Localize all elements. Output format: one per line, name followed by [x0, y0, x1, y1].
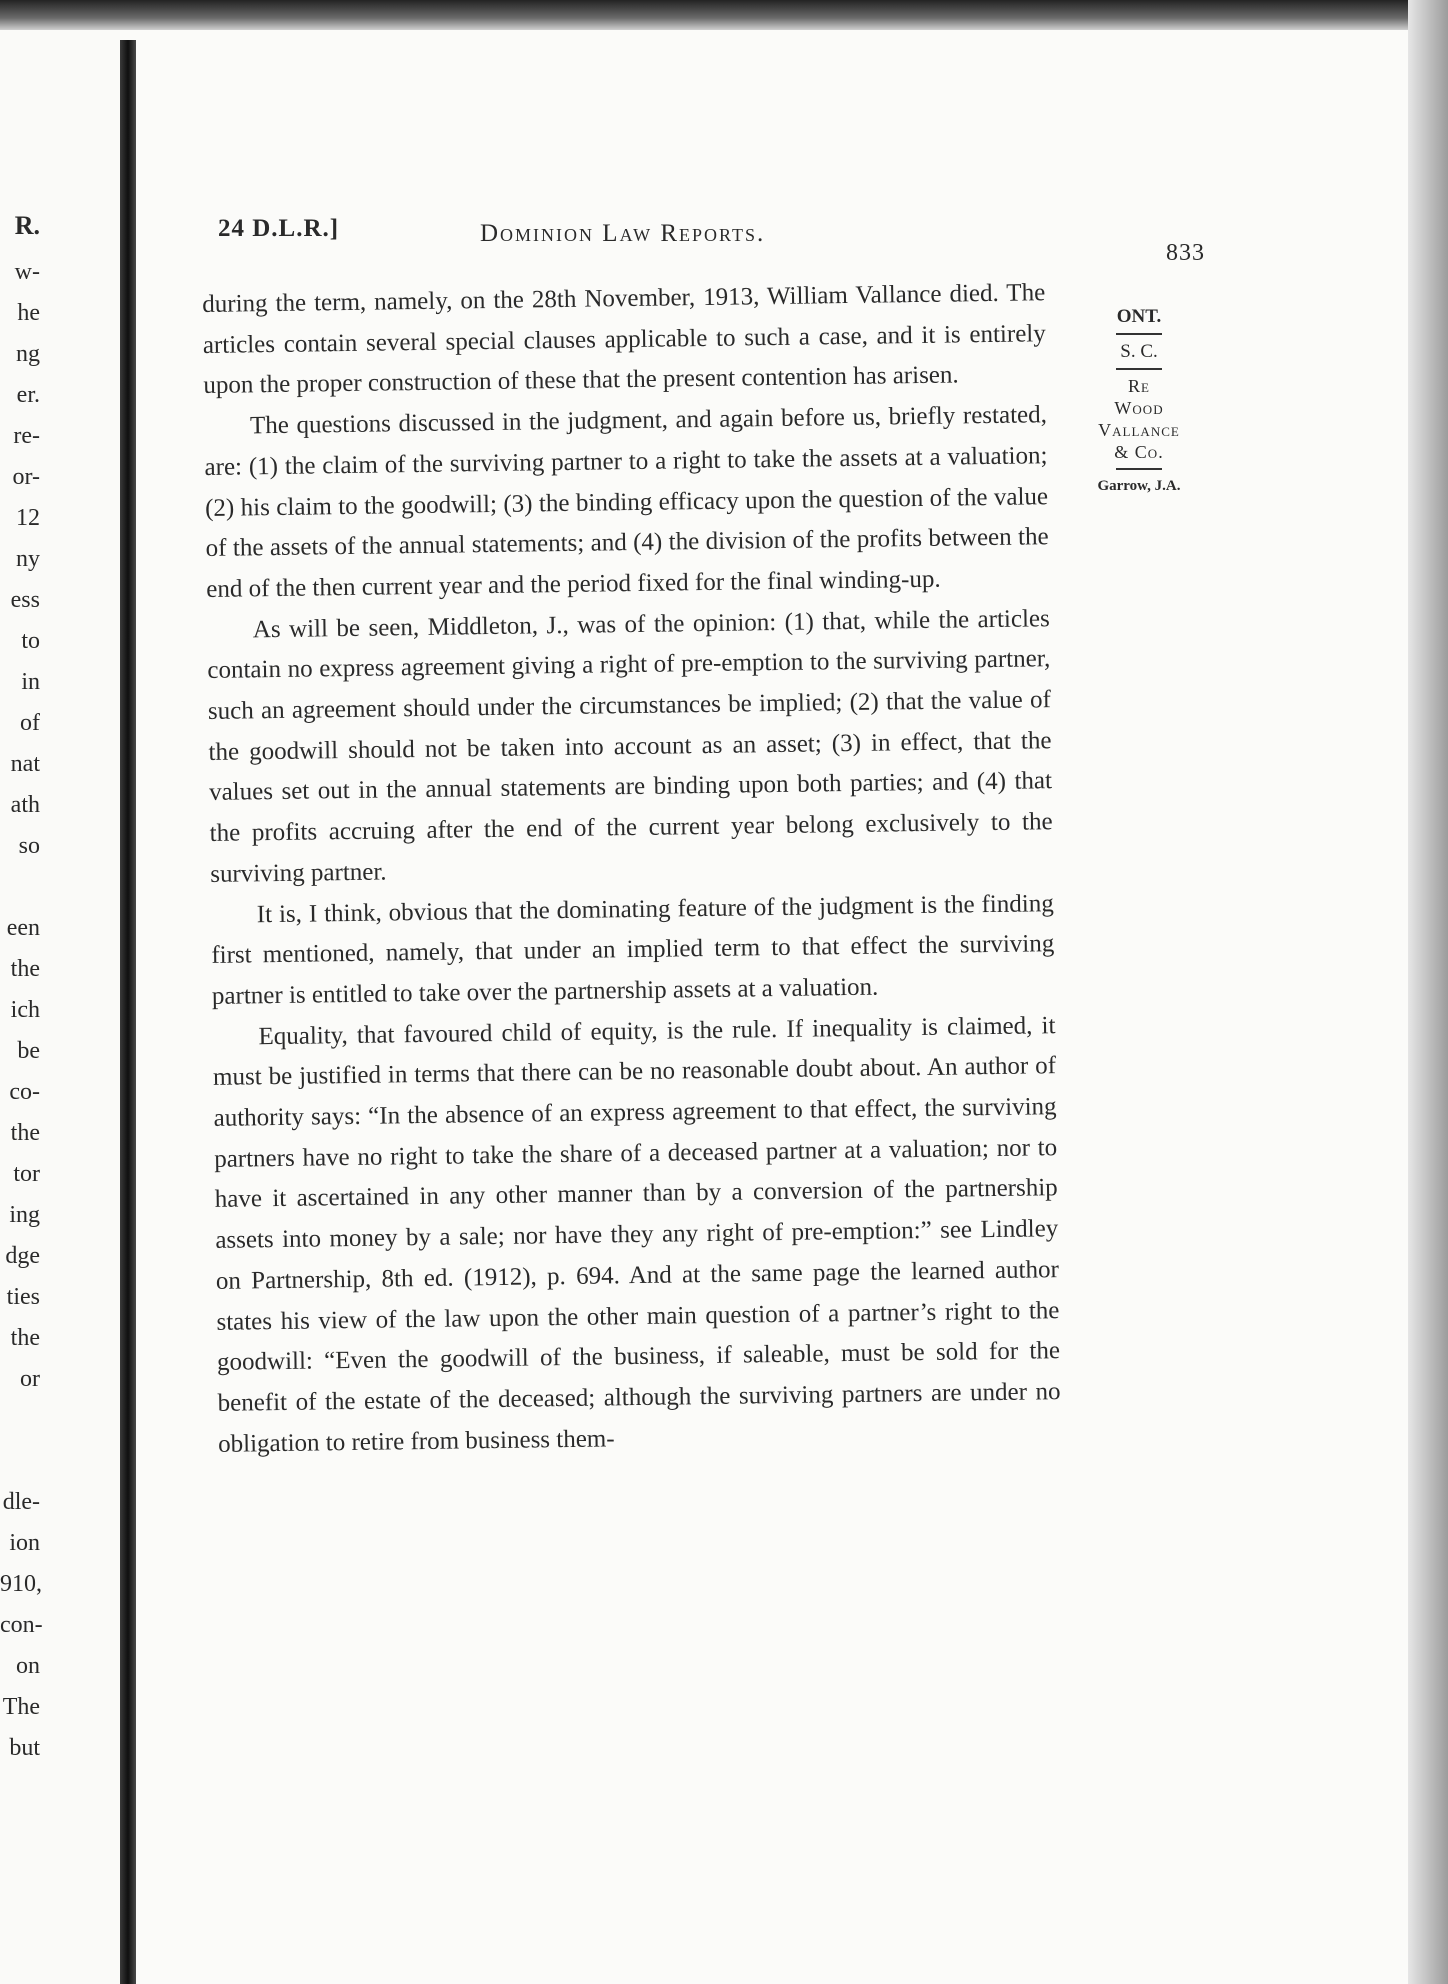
facing-line: con-	[0, 1612, 43, 1638]
case-name-line: Vallance	[1098, 420, 1180, 440]
facing-line: co-	[9, 1079, 40, 1105]
facing-line: The	[2, 1694, 40, 1720]
running-title: Dominion Law Reports.	[480, 220, 766, 247]
divider	[1116, 333, 1162, 335]
facing-page-text	[0, 208, 43, 1769]
facing-line: on	[16, 1653, 40, 1679]
facing-line: the	[10, 1325, 40, 1351]
page-number: 833	[1166, 240, 1205, 266]
facing-line: ion	[9, 1530, 40, 1556]
divider	[1116, 368, 1162, 370]
facing-line: ess	[10, 587, 40, 613]
facing-line: ing	[9, 1202, 40, 1228]
judge-name: Garrow, J.A.	[1097, 478, 1181, 494]
facing-line: ich	[10, 997, 40, 1023]
court: S. C.	[1120, 341, 1158, 362]
facing-line: or-	[12, 464, 40, 490]
scan-right-edge	[1408, 0, 1448, 1984]
facing-line: 910,	[0, 1571, 42, 1597]
paragraph: It is, I think, obvious that the dominating feature of the judgment is the finding first mentioned, namely, that under an implied term to that effect the surviving partner is entitled to take over the partnership assets at a valuation.	[211, 889, 1055, 1010]
margin-note	[1078, 305, 1200, 498]
paragraph: Equality, that favoured child of equity, is the rule. If inequality is claimed, it must be justified in terms that there can be no reasonable doubt about. An author of authority says: “In the absence of an express agreement to that effect, the surviving partners have no right to take the share of a deceased partner at a valuation; nor to have it ascertained in any other manner than by a conversion of the partnership assets into money by a sale; nor have they any right of pre-emption:” see Lindley on Partnership, 8th ed. (1912), p. 694. And at the same page the learned author states his view of the law upon the other main question of a partner’s right to the goodwill: “Even the goodwill of the business, if saleable, must be sold for the benefit of the estate of the deceased; although the surviving partners are under no obligation to retire from business them-	[212, 1011, 1061, 1458]
facing-line: or	[20, 1366, 40, 1392]
facing-line: ath	[10, 792, 40, 818]
case-name-line: Re	[1128, 376, 1150, 396]
judgment-body	[202, 273, 1061, 1465]
facing-line: w-	[14, 259, 40, 285]
facing-line: the	[10, 1120, 40, 1146]
volume-reference: 24 D.L.R.]	[218, 215, 340, 242]
paragraph: The questions discussed in the judgment, and again before us, briefly restated, are: (1) the claim of the surviving partner to a right to take the assets at a valuation; (2) his claim to the goodwill; (3) the binding efficacy upon the question of the value of the assets of the annual statements; and (4) the division of the profits between the end of the then current year and the period fixed for the final winding-up.	[204, 401, 1049, 603]
facing-line: dle-	[2, 1489, 40, 1515]
facing-line: er.	[16, 382, 40, 408]
facing-line: R.	[14, 211, 40, 240]
facing-line: een	[6, 915, 40, 941]
facing-line: re-	[13, 423, 40, 449]
facing-line: ties	[6, 1284, 40, 1310]
facing-line: tor	[13, 1161, 40, 1187]
divider	[1116, 468, 1162, 470]
facing-line	[0, 1400, 40, 1441]
facing-line	[0, 867, 40, 908]
facing-line: ng	[16, 341, 40, 367]
case-name-line: & Co.	[1114, 442, 1164, 462]
facing-line: of	[20, 710, 40, 736]
facing-line: dge	[5, 1243, 40, 1269]
facing-line: ny	[16, 546, 40, 572]
scan-top-edge	[0, 0, 1448, 30]
facing-line: in	[21, 669, 40, 695]
paragraph: during the term, namely, on the 28th November, 1913, William Vallance died. The articles contain several special clauses applicable to such a case, and it is entirely upon the proper construction of these that the present contention has arisen.	[202, 279, 1046, 400]
case-name-line: Wood	[1114, 398, 1164, 418]
facing-line: he	[17, 300, 40, 326]
jurisdiction: ONT.	[1116, 306, 1162, 327]
facing-line: nat	[10, 751, 40, 777]
facing-line: to	[21, 628, 40, 654]
facing-line: the	[10, 956, 40, 982]
facing-line: 12	[16, 505, 40, 531]
facing-line: be	[17, 1038, 40, 1064]
paragraph: As will be seen, Middleton, J., was of the opinion: (1) that, while the articles contain no express agreement giving a right of pre-emption to the surviving partner, such an agreement should under the circumstances be implied; (2) that the value of the goodwill should not be taken into account as an asset; (3) in effect, that the values set out in the annual statements are binding upon both parties; and (4) that the profits accruing after the end of the current year belong exclusively to the surviving partner.	[207, 604, 1053, 888]
book-gutter	[120, 40, 136, 1984]
facing-line: but	[9, 1735, 40, 1761]
facing-line	[0, 1441, 40, 1482]
facing-line: so	[18, 833, 40, 859]
